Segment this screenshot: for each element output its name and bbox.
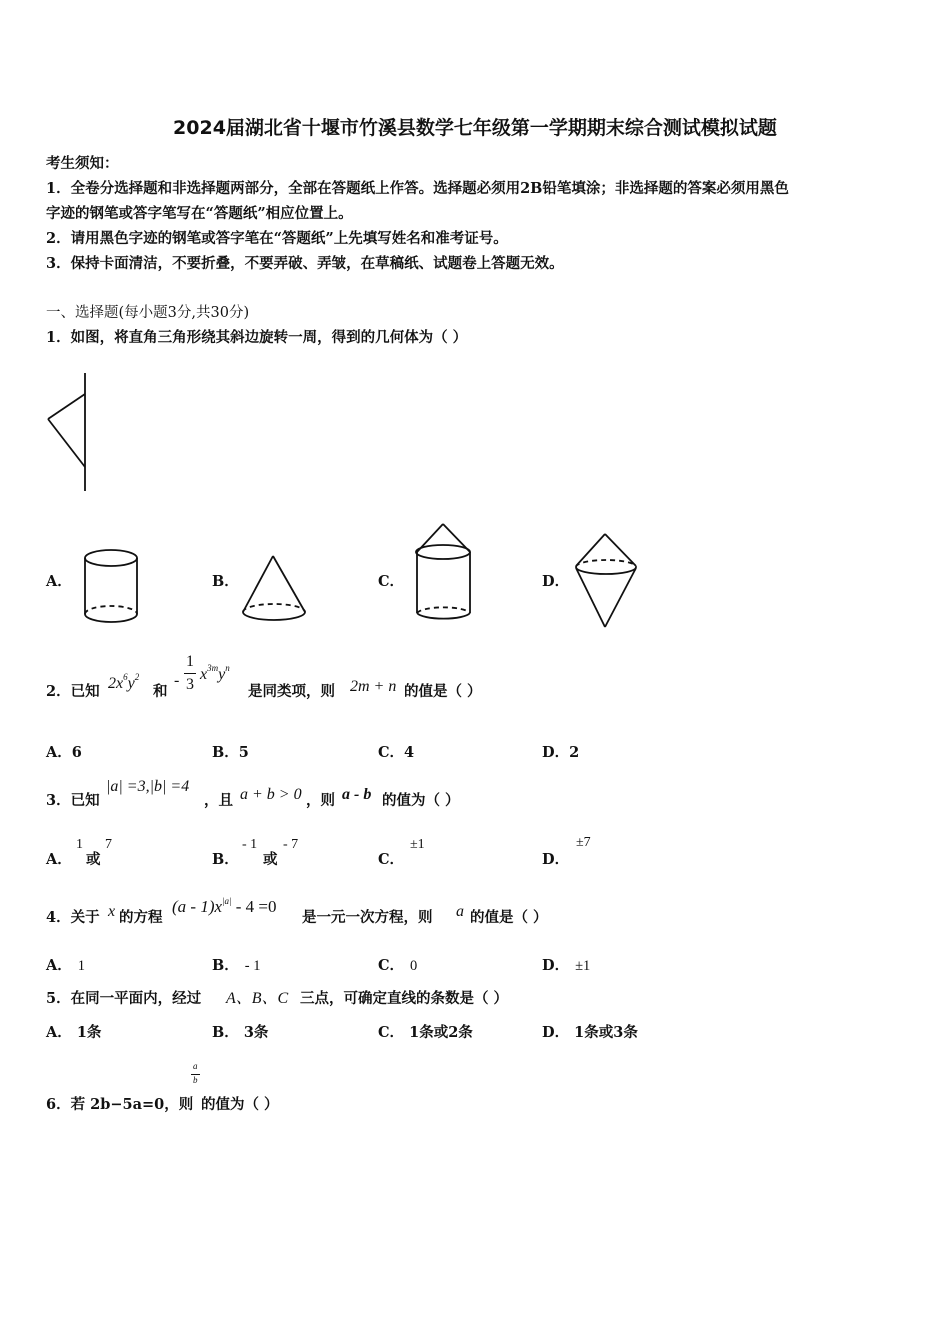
q3-option-d-label[interactable]: D． — [542, 851, 570, 868]
q2-and: 和 — [153, 683, 168, 700]
notice-line-2: 2．请用黑色字迹的钢笔或答字笔在“答题纸”上先填写姓名和准考证号。 — [46, 230, 508, 247]
q4-var-a: a — [456, 903, 464, 920]
q4-mid1: 的方程 — [119, 909, 163, 926]
q4-equation: $(a - 1)x^{|a|} - 4 =0$ — [172, 896, 277, 916]
q1-option-b-label[interactable]: B． — [212, 573, 239, 590]
q1-option-d-label[interactable]: D． — [542, 573, 570, 590]
q2-option-b[interactable]: B．5 — [212, 744, 249, 761]
q2-option-c[interactable]: C．4 — [378, 744, 415, 761]
q3-option-c-v1: ±1 — [410, 837, 425, 852]
triangle-figure — [44, 370, 92, 495]
q1-option-a-label[interactable]: A． — [46, 573, 72, 590]
question-1-text: 1．如图，将直角三角形绕其斜边旋转一周，得到的几何体为（ ） — [46, 329, 468, 346]
question-2-text — [46, 680, 100, 701]
q4-suffix: 的值是（ ） — [470, 909, 548, 926]
q3-condition-2: a + b > 0 — [240, 786, 302, 803]
q4-prefix: 4．关于 — [46, 909, 100, 926]
q4-option-d[interactable]: D． ±1 — [542, 957, 591, 974]
q4-option-c[interactable]: C． 0 — [378, 957, 418, 974]
q2-prefix: 2．已知 — [46, 683, 100, 700]
q2-suffix: 的值是（ ） — [404, 683, 482, 700]
q2-option-d[interactable]: D．2 — [542, 744, 580, 761]
q3-option-a-label[interactable]: A． — [46, 851, 72, 868]
q5-option-a[interactable]: A． 1条 — [46, 1024, 102, 1041]
notice-line-3: 3．保持卡面清洁，不要折叠，不要弄破、弄皱，在草稿纸、试题卷上答题无效。 — [46, 255, 564, 272]
q3-condition: |a| =3,|b| =4 — [106, 778, 190, 795]
q2-minus: - — [174, 672, 180, 689]
q5-suffix: 三点，可确定直线的条数是（ ） — [300, 990, 509, 1007]
q6-prefix: 6．若 2b−5a=0，则 — [46, 1096, 194, 1113]
q2-frac-bar — [184, 673, 196, 674]
q3-option-a-v1: 1 — [76, 837, 83, 852]
cylinder-cone-figure — [410, 520, 476, 630]
q4-mid2: 是一元一次方程，则 — [302, 909, 433, 926]
q3-prefix: 3．已知 — [46, 792, 100, 809]
cylinder-figure — [80, 546, 144, 630]
q6-frac-den: b — [193, 1075, 198, 1085]
q6-suffix: 的值为（ ） — [201, 1096, 279, 1113]
q3-mid1: ，且 — [204, 792, 233, 809]
q2-mid: 是同类项，则 — [248, 683, 335, 700]
q3-option-b-label[interactable]: B． — [212, 851, 239, 868]
q5-option-d[interactable]: D． 1条或3条 — [542, 1024, 638, 1041]
q6-frac-num: a — [193, 1061, 198, 1071]
q3-mid2: ，则 — [306, 792, 335, 809]
notice-line-1b: 字迹的钢笔或答字笔写在“答题纸”相应位置上。 — [46, 205, 353, 222]
q2-frac-den: 3 — [186, 676, 194, 693]
q2-frac-num: 1 — [186, 653, 194, 670]
q2-term2: $x^{3m}y^n$ — [200, 663, 230, 683]
q5-option-c[interactable]: C． 1条或2条 — [378, 1024, 473, 1041]
notice-line-1a: 1．全卷分选择题和非选择题两部分，全部在答题纸上作答。选择题必须用2B铅笔填涂；非选择题的答案必须用黑色 — [46, 180, 789, 197]
notice-heading: 考生须知： — [46, 155, 119, 172]
q2-expr: 2m + n — [350, 678, 397, 695]
q3-option-a-v2: 7 — [105, 837, 112, 852]
q2-option-a[interactable]: A．6 — [46, 744, 82, 761]
page-title: 2024届湖北省十堰市竹溪县数学七年级第一学期期末综合测试模拟试题 — [173, 117, 777, 139]
q1-option-c-label[interactable]: C． — [378, 573, 405, 590]
q4-option-b[interactable]: B． - 1 — [212, 957, 261, 974]
q3-option-a-or: 或 — [86, 851, 101, 868]
section-heading: 一、选择题(每小题3分,共30分) — [46, 305, 250, 321]
q3-option-c-label[interactable]: C． — [378, 851, 405, 868]
q5-points: A、B、C — [226, 990, 289, 1007]
q3-option-b-v2: - 7 — [283, 837, 299, 852]
q3-option-b-or: 或 — [263, 851, 278, 868]
q3-expr: a - b — [342, 786, 372, 803]
q5-option-b[interactable]: B． 3条 — [212, 1024, 269, 1041]
q4-var: x — [108, 903, 116, 920]
cone-figure — [238, 552, 310, 628]
q4-option-a[interactable]: A． 1 — [46, 957, 86, 974]
double-cone-figure — [570, 530, 642, 634]
q3-option-d-v1: ±7 — [576, 835, 591, 850]
q5-prefix: 5．在同一平面内，经过 — [46, 990, 202, 1007]
q3-suffix: 的值为（ ） — [382, 792, 460, 809]
q3-option-b-v1: - 1 — [242, 837, 258, 852]
q2-term1: $2x^6y^2$ — [108, 672, 140, 692]
